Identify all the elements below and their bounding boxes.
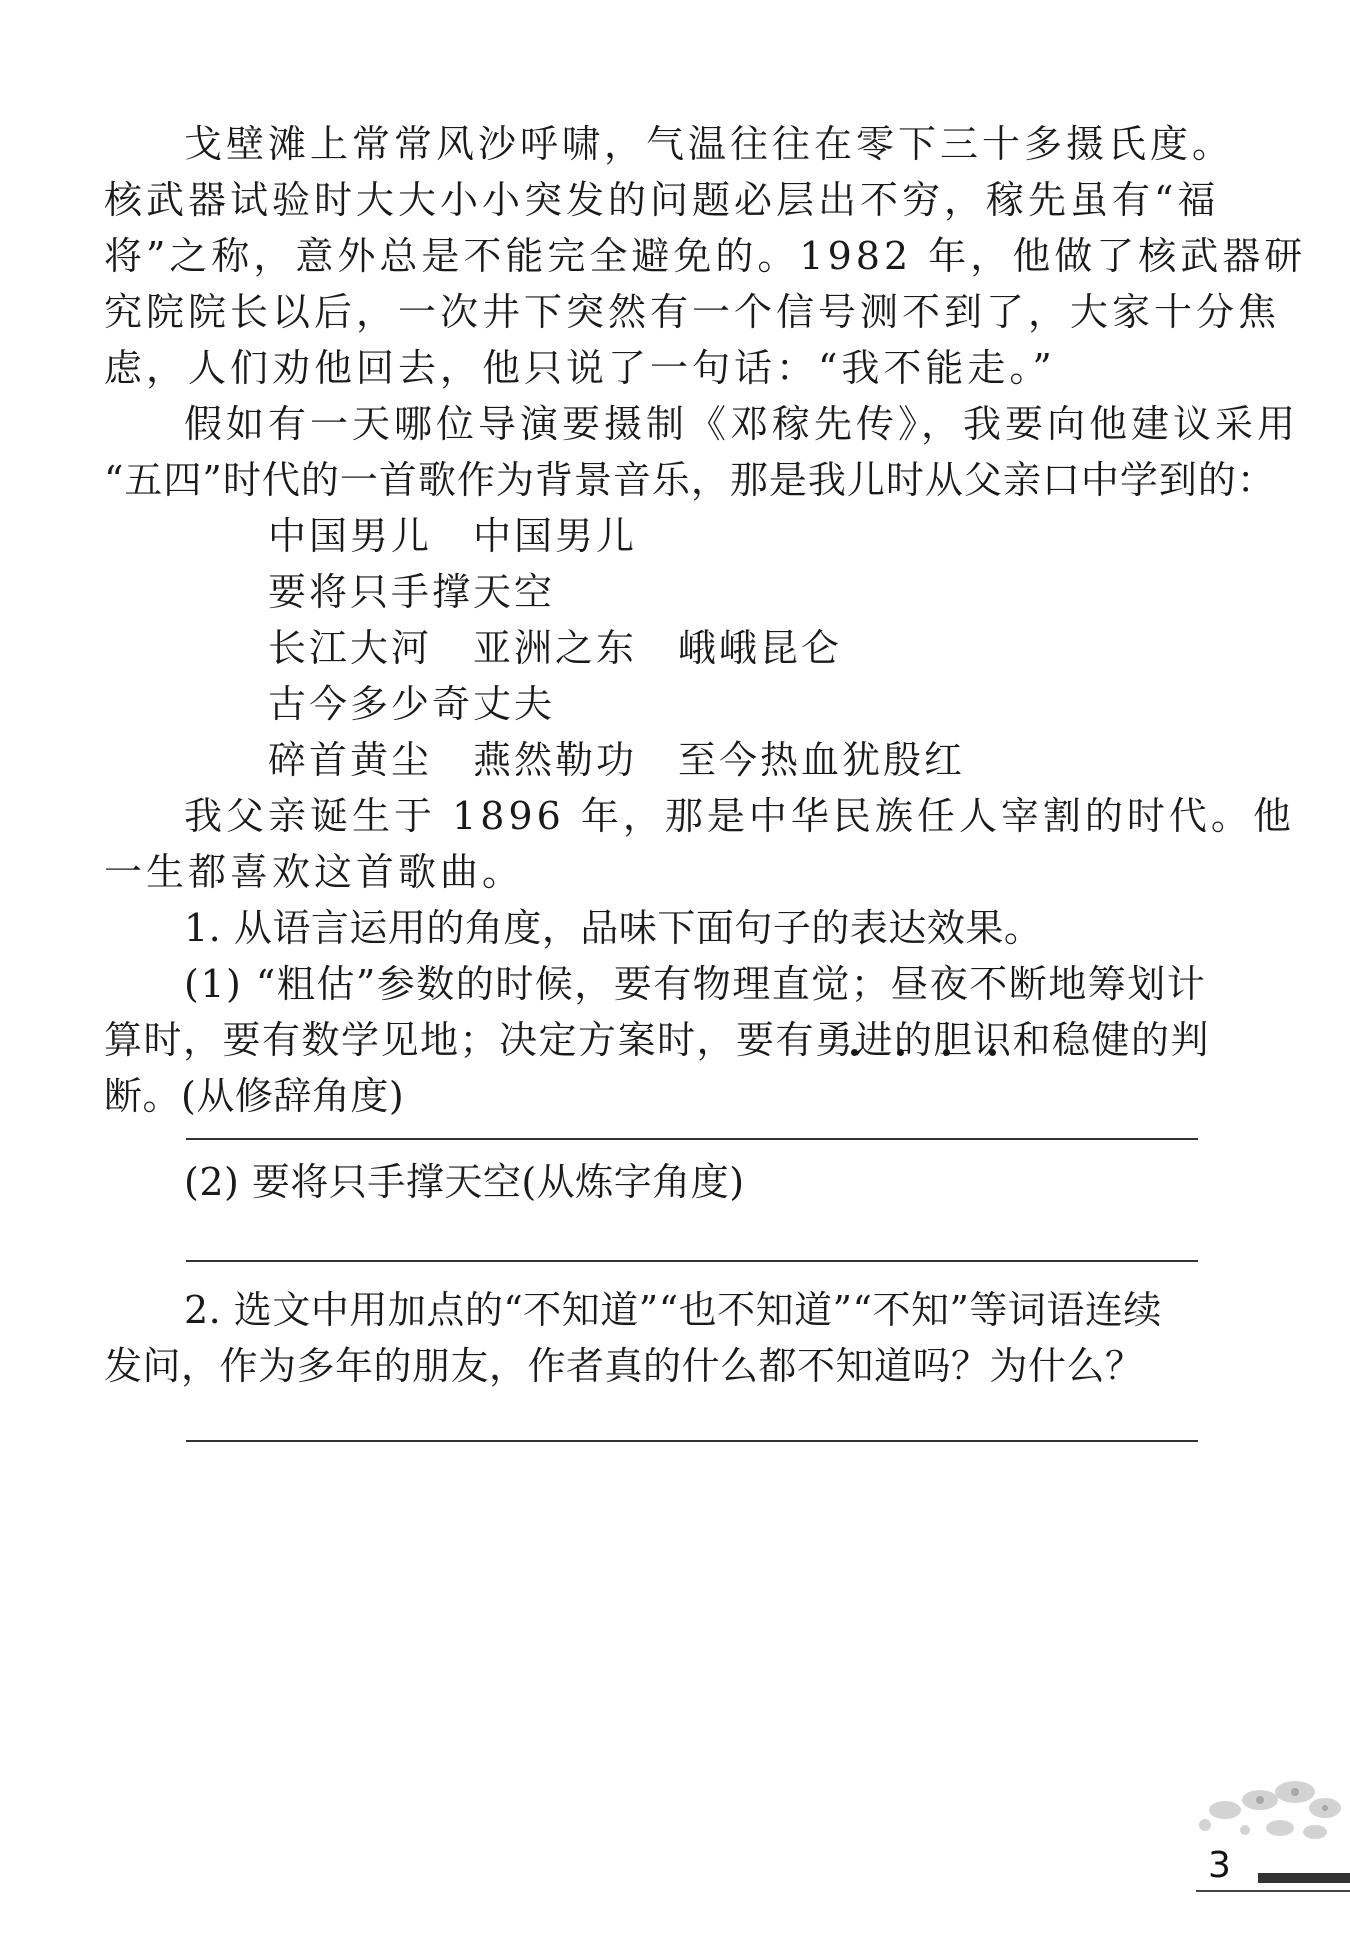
flower-ornament-icon [1185,1770,1350,1845]
question-text: 2. 选文中用加点的“不知道”“也不知道”“不知”等词语连续 [184,1288,1162,1332]
text-line: “五四”时代的一首歌作为背景音乐，那是我儿时从父亲口中学到的： [104,458,1276,502]
text-line: 假如有一天哪位导演要摄制《邓稼先传》，我要向他建议采用 [184,402,1300,446]
poem-line: 古今多少奇丈夫 [268,682,556,726]
question-text: (2) 要将只手撑天空(从炼字角度) [184,1160,745,1204]
question-text: 算时，要有数学见地；决定方案时，要有勇进的胆识和稳健的判 [104,1018,1211,1062]
text-line: 虑，人们劝他回去，他只说了一句话：“我不能走。” [104,346,1056,390]
page-number: 3 [1208,1845,1231,1886]
poem-line: 中国男儿 中国男儿 [268,514,638,558]
text-line: 我父亲诞生于 1896 年，那是中华民族任人宰割的时代。他 [184,794,1295,838]
question-title: 1. 从语言运用的角度，品味下面句子的表达效果。 [184,906,1043,950]
poem-line: 长江大河 亚洲之东 峨峨昆仑 [268,626,843,670]
poem-line: 碎首黄尘 燕然勒功 至今热血犹殷红 [268,738,966,782]
answer-line[interactable] [186,1440,1198,1442]
text-line: 戈壁滩上常常风沙呼啸，气温往往在零下三十多摄氏度。 [184,122,1235,166]
text-line: 一生都喜欢这首歌曲。 [104,850,525,894]
answer-line[interactable] [186,1138,1198,1140]
question-text: 发问，作为多年的朋友，作者真的什么都不知道吗？为什么？ [104,1344,1144,1388]
text-line: 核武器试验时大大小小突发的问题必层出不穷，稼先虽有“福 [104,178,1220,222]
question-text: (1) “粗估”参数的时候，要有物理直觉；昼夜不断地筹划计 [184,962,1207,1006]
answer-line[interactable] [186,1260,1198,1262]
text-line: 究院院长以后，一次井下突然有一个信号测不到了，大家十分焦 [104,290,1281,334]
page-number-rule [1196,1890,1350,1892]
question-text: 断。(从修辞角度) [104,1074,405,1118]
poem-line: 要将只手撑天空 [268,570,556,614]
text-line: 将”之称，意外总是不能完全避免的。1982 年，他做了核武器研 [104,234,1307,278]
page-number-bar [1258,1873,1350,1883]
